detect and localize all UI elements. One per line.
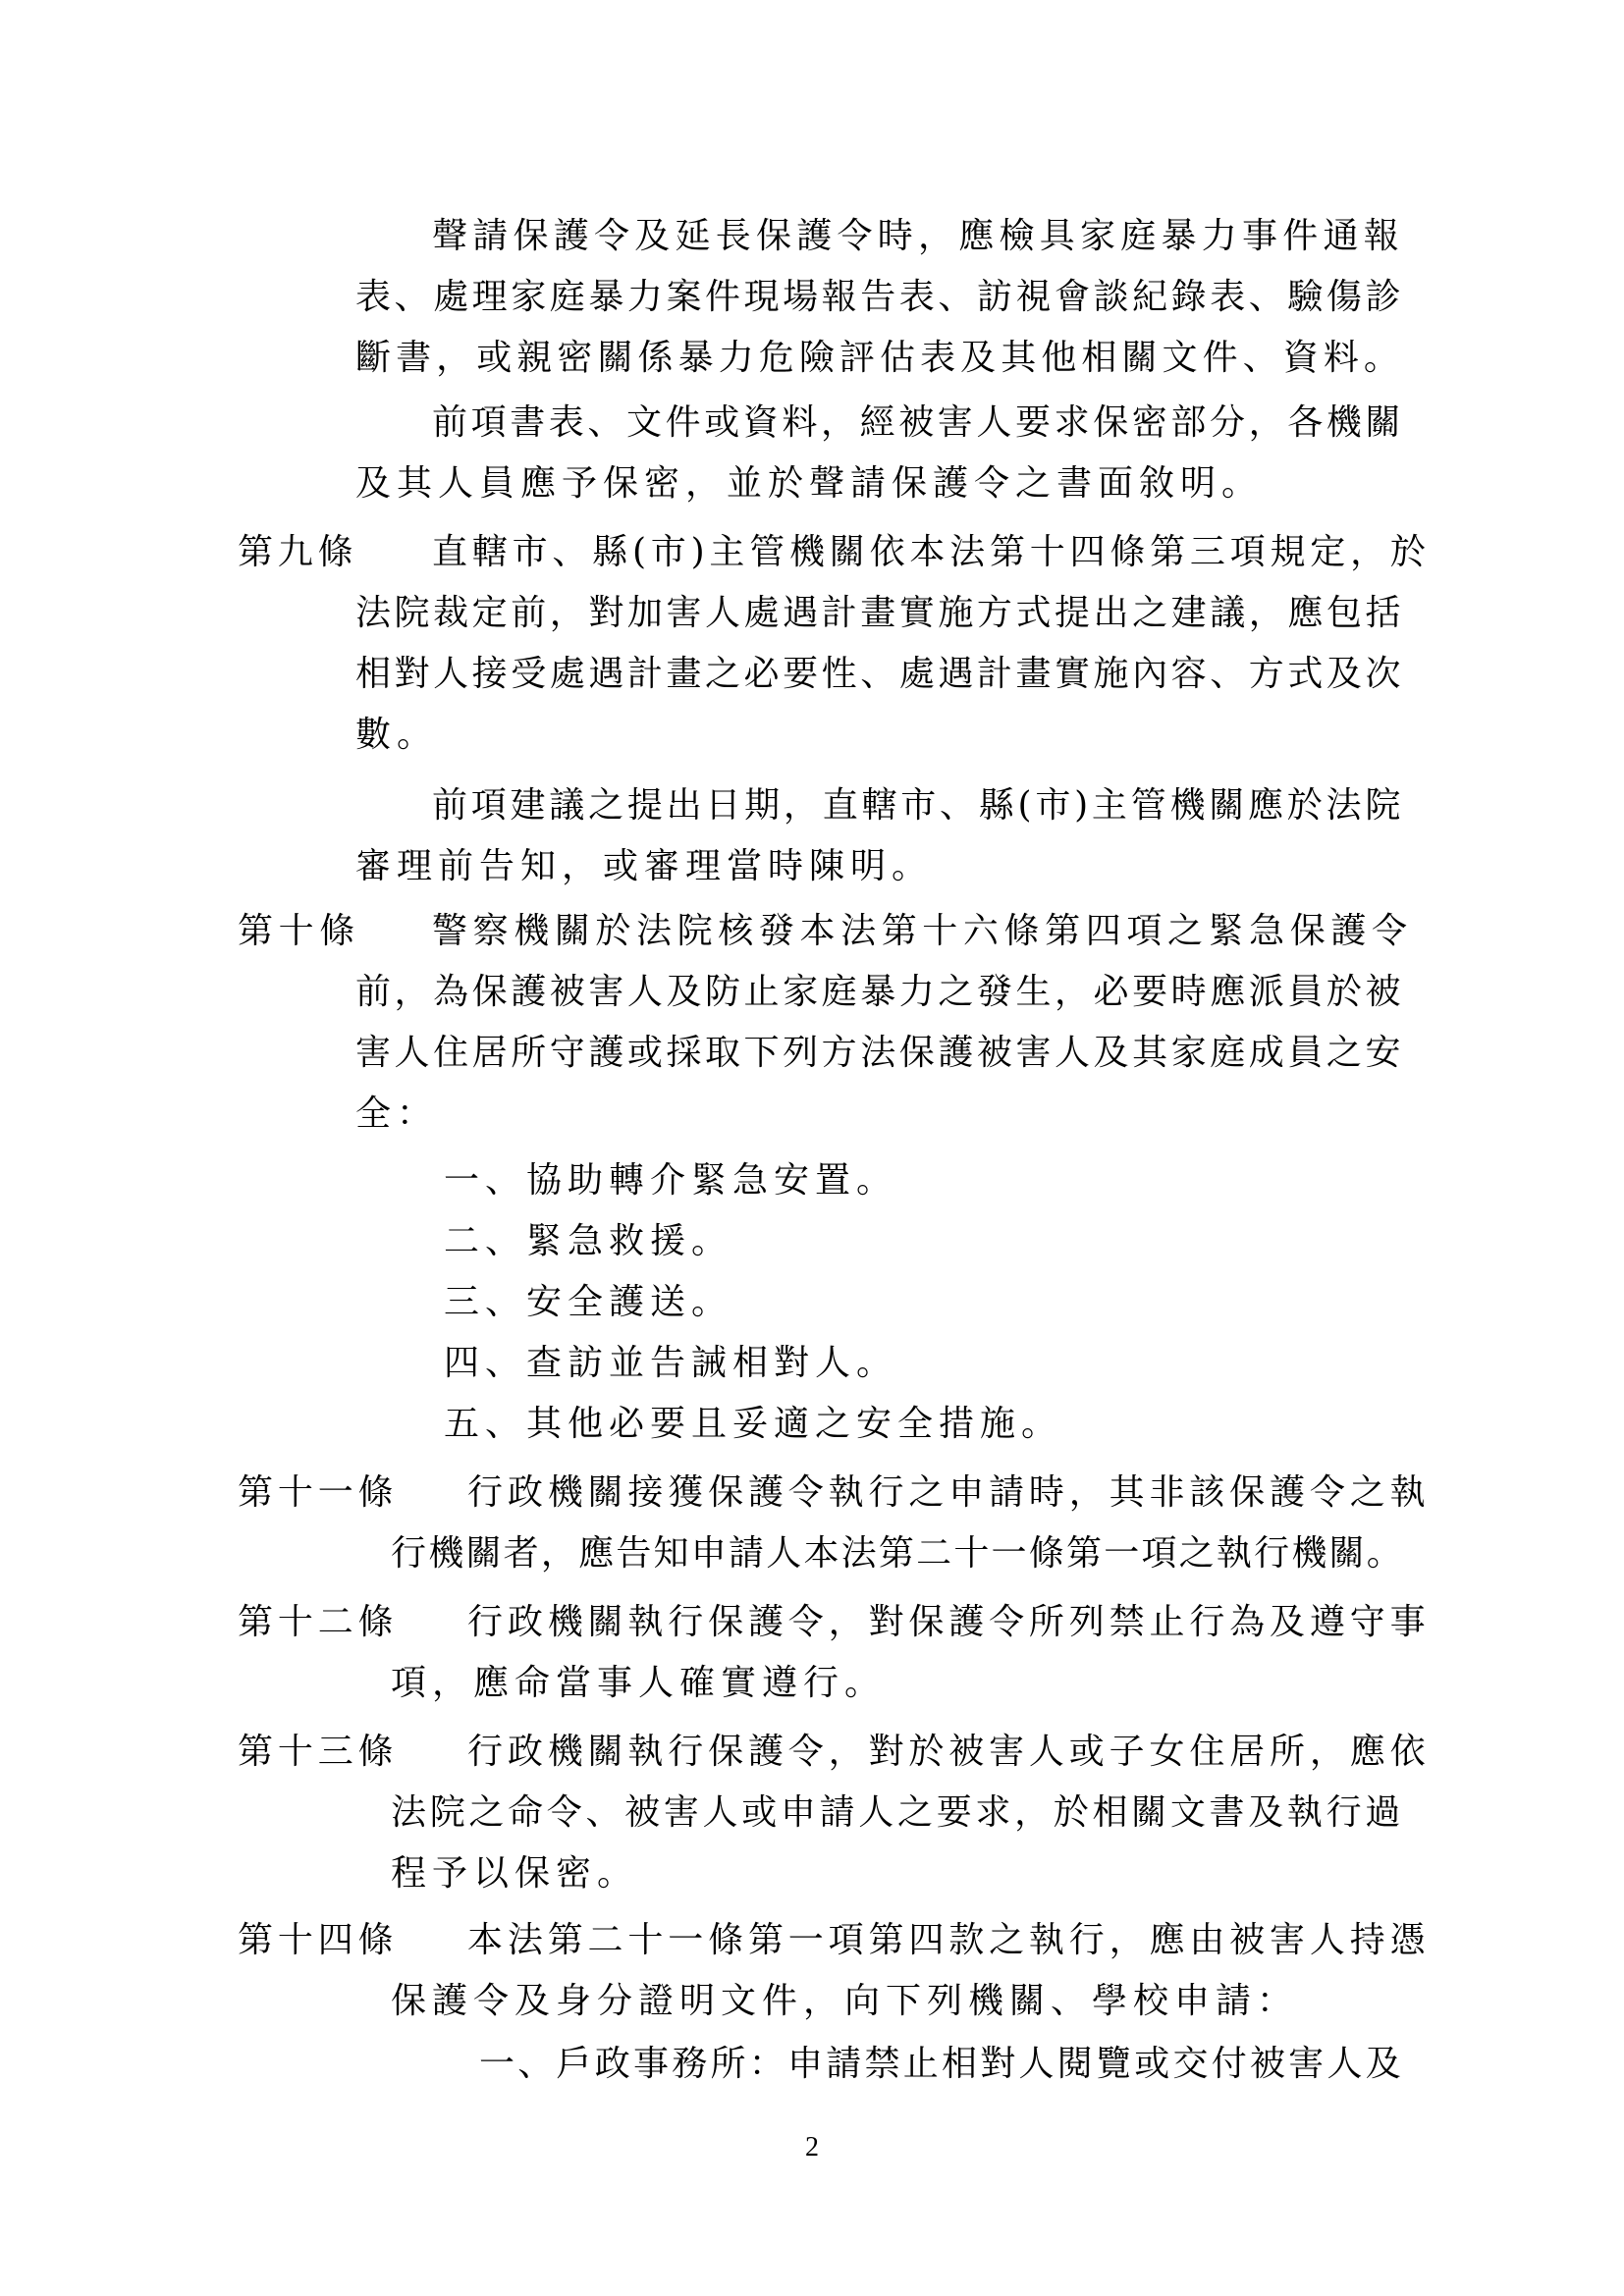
text-line: 審理前告知，或審理當時陳明。 <box>355 846 934 886</box>
text-line: 法院裁定前，對加害人處遇計畫實施方式提出之建議，應包括 <box>355 593 1404 633</box>
article-label: 第十條 <box>238 911 360 951</box>
text-line: 害人住居所守護或採取下列方法保護被害人及其家庭成員之安 <box>355 1033 1404 1073</box>
text-line: 表、處理家庭暴力案件現場報告表、訪視會談紀錄表、驗傷診 <box>355 277 1404 317</box>
article-label: 第十三條 <box>238 1732 399 1772</box>
list-item: 一、戶政事務所：申請禁止相對人閱覽或交付被害人及 <box>479 2044 1405 2084</box>
list-item: 四、查訪並告誡相對人。 <box>444 1343 898 1383</box>
article-label: 第九條 <box>238 532 358 572</box>
text-line: 項，應命當事人確實遵行。 <box>391 1663 887 1703</box>
article-line <box>238 1722 1431 1783</box>
text-line: 程予以保密。 <box>391 1853 639 1894</box>
article-label: 第十二條 <box>238 1602 399 1642</box>
article-text: 警察機關於法院核發本法第十六條第四項之緊急保護令 <box>432 911 1413 951</box>
list-item: 一、協助轉介緊急安置。 <box>444 1160 898 1201</box>
article-text: 行政機關執行保護令，對保護令所列禁止行為及遵守事 <box>467 1602 1431 1642</box>
text-line: 相對人接受處遇計畫之必要性、處遇計畫實施內容、方式及次 <box>355 654 1404 694</box>
article-line <box>238 901 1416 962</box>
list-item: 三、安全護送。 <box>444 1282 733 1322</box>
list-item: 二、緊急救援。 <box>444 1221 733 1261</box>
text-line: 全： <box>355 1094 439 1134</box>
text-line: 數。 <box>355 715 439 755</box>
article-line <box>238 522 1431 583</box>
article-line <box>238 1910 1431 1971</box>
text-line: 前，為保護被害人及防止家庭暴力之發生，必要時應派員於被 <box>355 972 1404 1012</box>
article-text: 行政機關接獲保護令執行之申請時，其非該保護令之執 <box>467 1472 1431 1513</box>
page-number: 2 <box>805 2132 819 2163</box>
text-line: 保護令及身分證明文件，向下列機關、學校申請： <box>391 1981 1299 2021</box>
article-line <box>238 1592 1431 1653</box>
text-line: 及其人員應予保密，並於聲請保護令之書面敘明。 <box>355 463 1264 504</box>
article-text: 行政機關執行保護令，對於被害人或子女住居所，應依 <box>467 1732 1431 1772</box>
text-line: 斷書，或親密關係暴力危險評估表及其他相關文件、資料。 <box>355 338 1405 378</box>
text-line: 聲請保護令及延長保護令時，應檢具家庭暴力事件通報 <box>432 216 1405 256</box>
list-item: 五、其他必要且妥適之安全措施。 <box>444 1404 1063 1444</box>
text-line: 法院之命令、被害人或申請人之要求，於相關文書及執行過 <box>391 1792 1405 1833</box>
article-line <box>238 1463 1431 1523</box>
text-line: 前項建議之提出日期，直轄市、縣(市)主管機關應於法院 <box>432 785 1405 826</box>
article-text: 直轄市、縣(市)主管機關依本法第十四條第三項規定，於 <box>432 532 1431 572</box>
article-text: 本法第二十一條第一項第四款之執行，應由被害人持憑 <box>467 1920 1431 1960</box>
text-line: 行機關者，應告知申請人本法第二十一條第一項之執行機關。 <box>391 1533 1405 1574</box>
article-label: 第十四條 <box>238 1920 399 1960</box>
article-label: 第十一條 <box>238 1472 399 1513</box>
text-line: 前項書表、文件或資料，經被害人要求保密部分，各機關 <box>432 402 1405 443</box>
